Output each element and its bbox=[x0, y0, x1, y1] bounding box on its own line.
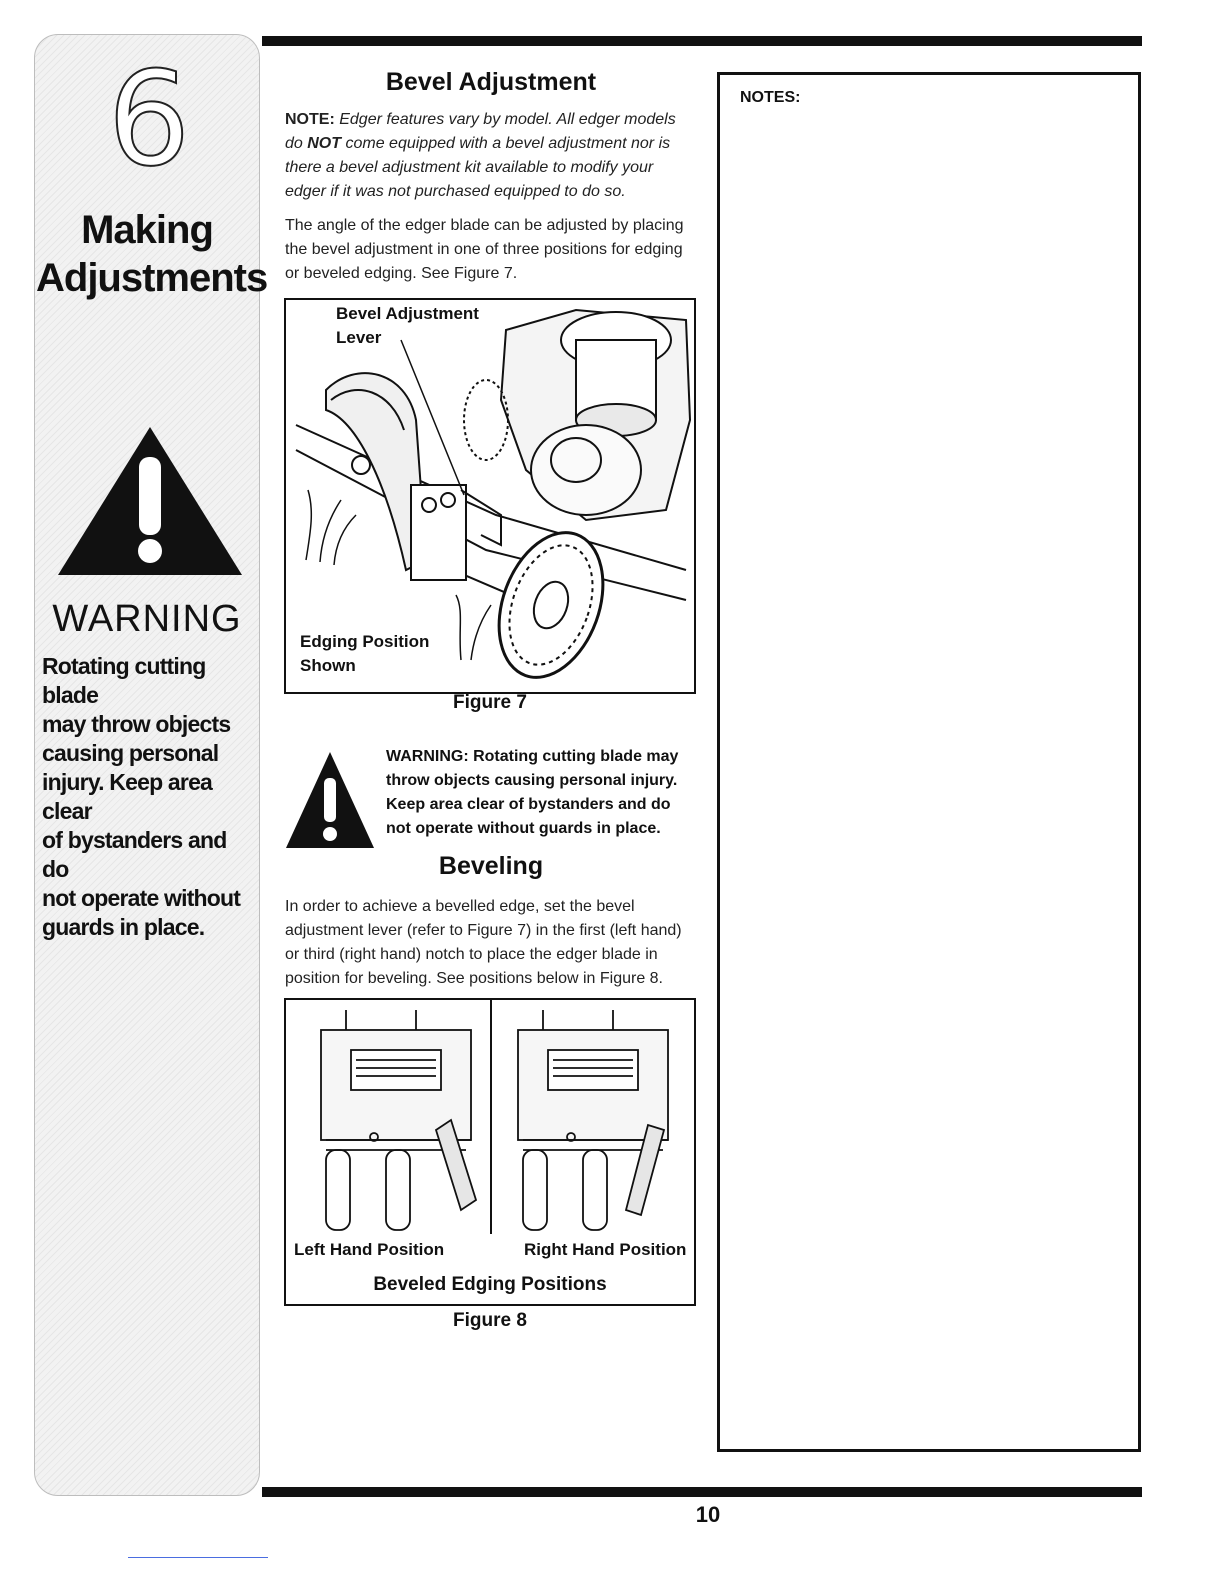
warning-line: of bystanders and do bbox=[42, 827, 227, 882]
note-text-2: come equipped with a bevel adjustment nor is there a bevel adjustment kit available to modify your edger if it was not purchased equipped to do so. bbox=[285, 135, 671, 200]
warning-triangle-icon bbox=[56, 425, 244, 577]
warning-heading: WARNING bbox=[52, 598, 242, 640]
warning-line: Rotating cutting blade bbox=[42, 653, 206, 708]
note-emphasis: NOT bbox=[307, 135, 342, 152]
chapter-title-line2: Adjustments bbox=[36, 256, 268, 300]
left-hand-position-label: Left Hand Position bbox=[294, 1240, 445, 1259]
figure-7-frame bbox=[284, 298, 696, 694]
bevel-body-paragraph: The angle of the edger blade can be adjusted by placing the bevel adjustment in one of three positions for edging or beveled edging. See Figure 7. bbox=[285, 217, 684, 282]
right-hand-position-label: Right Hand Position bbox=[524, 1240, 687, 1259]
warning-line: may throw objects bbox=[42, 711, 231, 737]
warning-line: guards in place. bbox=[42, 914, 205, 940]
warning-line: injury. Keep area clear bbox=[42, 769, 213, 824]
edging-position-callout: Edging Position Shown bbox=[300, 632, 430, 675]
figure-7-caption: Figure 7 bbox=[453, 692, 527, 713]
chapter-number: 6 bbox=[107, 43, 191, 195]
figure-8-caption: Figure 8 bbox=[453, 1310, 527, 1331]
warning-body bbox=[42, 652, 252, 942]
notes-box bbox=[717, 72, 1141, 1452]
figure-8-subtitle: Beveled Edging Positions bbox=[373, 1274, 607, 1295]
notes-label: NOTES: bbox=[740, 89, 801, 106]
right-hand-edger bbox=[518, 1010, 668, 1230]
note-label: NOTE: bbox=[285, 111, 335, 128]
page-number: 10 bbox=[695, 1502, 721, 1527]
beveling-title: Beveling bbox=[438, 852, 544, 880]
warning-note-text: WARNING: Rotating cutting blade may throw objects causing personal injury. Keep area clear of bystanders and do not operate without guards in place. bbox=[386, 748, 679, 837]
beveling-body-paragraph: In order to achieve a bevelled edge, set the bevel adjustment lever (refer to Figure 7) in the first (left hand) or third (right hand) notch to place the edger blade in position for beveling. See positions below in Figure 8. bbox=[285, 898, 682, 987]
warning-line: not operate without bbox=[42, 885, 241, 911]
note-text-1: Edger features vary by model. All edger models do bbox=[285, 111, 676, 152]
warning-line: causing personal bbox=[42, 740, 219, 766]
bevel-adjustment-title: Bevel Adjustment bbox=[385, 68, 597, 96]
warning-icon bbox=[284, 750, 376, 850]
lever-callout: Bevel Adjustment Lever bbox=[336, 304, 479, 347]
footer-link-underline bbox=[128, 1557, 268, 1558]
note-paragraph bbox=[285, 108, 697, 204]
left-hand-edger bbox=[321, 1010, 476, 1230]
figure-8-frame bbox=[284, 998, 696, 1306]
bottom-rule bbox=[262, 1487, 1142, 1497]
chapter-title-line1: Making bbox=[81, 208, 213, 252]
top-rule bbox=[262, 36, 1142, 46]
